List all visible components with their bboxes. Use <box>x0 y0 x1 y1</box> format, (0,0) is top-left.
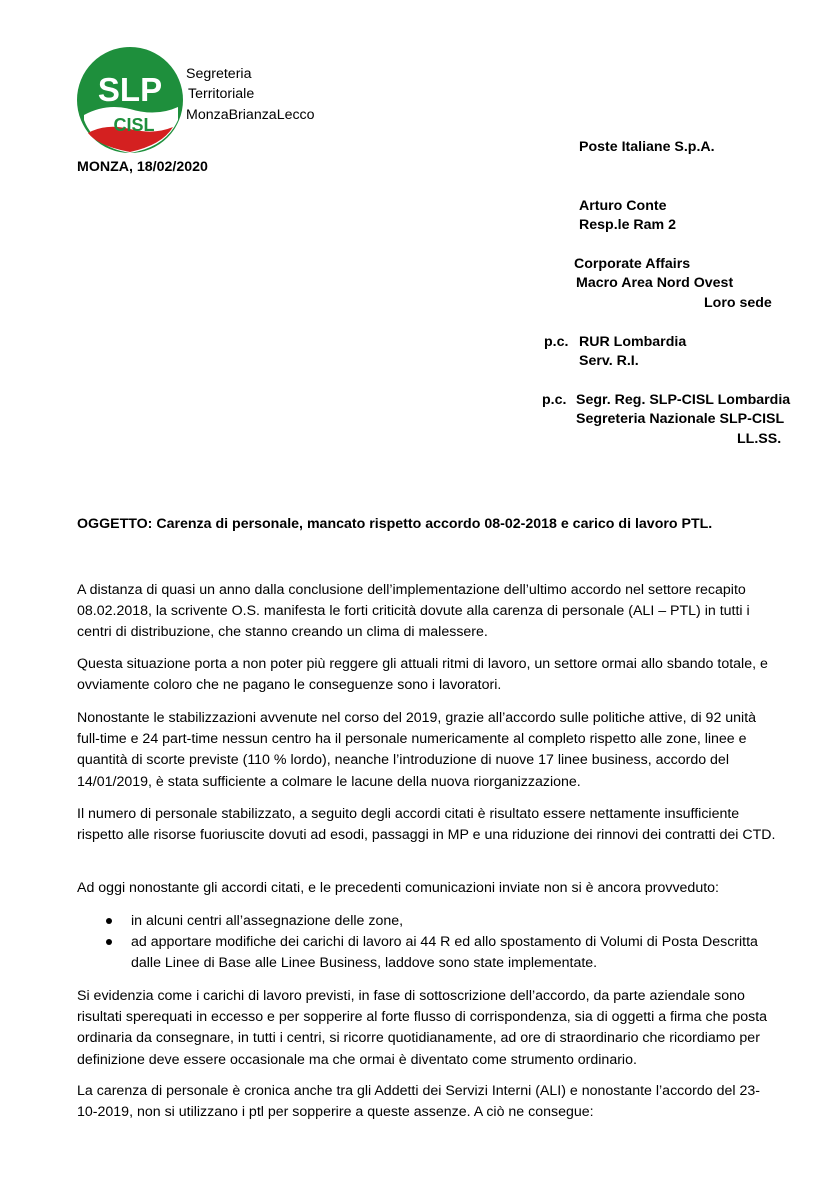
recipient-dept-1: Corporate Affairs <box>574 256 691 272</box>
paragraph-7: La carenza di personale è cronica anche tra gli Addetti dei Servizi Interni (ALI) e nonostante l’accordo del 23-10-2019, non si utilizzano i ptl per sopperire a queste assenze. A ciò ne consegue: <box>77 1083 760 1121</box>
pc2-line-2: Segreteria Nazionale SLP-CISL <box>576 411 785 427</box>
recipient-name: Arturo Conte <box>579 198 667 214</box>
recipient-role: Resp.le Ram 2 <box>579 217 676 233</box>
paragraph-6: Si evidenzia come i carichi di lavoro previsti, in fase di sottoscrizione dell’accordo, da parte aziendale sono risultati sperequati in eccesso e per sopperire al forte flusso di corrispondenza, sia di oggetti a firma che posta ordinaria da consegnare, in tutti i centri, si ricorre quotidianamente, ad ore di straordinario che ricordiamo per definizione deve essere occasionale ma che ormai è diventato come strumento ordinario. <box>77 988 768 1068</box>
logo-slp-text: SLP <box>97 71 163 108</box>
sender-line-1: Segreteria <box>186 66 252 82</box>
subject-line: OGGETTO: Carenza di personale, mancato rispetto accordo 08-02-2018 e carico di lavoro PTL. <box>77 516 713 532</box>
pc1-line-2: Serv. R.I. <box>579 353 639 369</box>
sender-line-2: Territoriale <box>188 86 255 102</box>
bullet-list <box>77 911 777 975</box>
bullet-icon <box>106 918 112 924</box>
paragraph-3: Nonostante le stabilizzazioni avvenute nel corso del 2019, grazie all’accordo sulle politiche attive, di 92 unità full-time e 24 part-time nessun centro ha il personale numericamente al completo rispetto alle zone, linee e quantità di scorte previste (110 % lordo), neanche l’introduzione di nuove 17 linee business, accordo del 14/01/2019, è stata sufficiente a colmare le lacune della nuova riorganizzazione. <box>77 710 757 790</box>
bullet-text-1: in alcuni centri all’assegnazione delle zone, <box>131 913 404 929</box>
pc2-line-1: Segr. Reg. SLP-CISL Lombardia <box>576 392 791 408</box>
recipient-company: Poste Italiane S.p.A. <box>579 139 715 155</box>
pc1-label: p.c. <box>544 334 569 350</box>
paragraph-4: Il numero di personale stabilizzato, a seguito degli accordi citati è risultato essere nettamente insufficiente rispetto alle risorse fuoriuscite dovuti ad esodi, passaggi in MP e una riduzione dei rinnovi dei contratti dei CTD. <box>77 806 776 844</box>
paragraph-5: Ad oggi nonostante gli accordi citati, e le precedenti comunicazioni inviate non si è ancora provveduto: <box>77 880 719 896</box>
bullet-text-2: ad apportare modifiche dei carichi di lavoro ai 44 R ed allo spostamento di Volumi di Posta Descritta dalle Linee di Base alle Linee Business, laddove sono state implementate. <box>131 934 758 972</box>
paragraph-1: A distanza di quasi un anno dalla conclusione dell’implementazione dell’ultimo accordo nel settore recapito 08.02.2018, la scrivente O.S. manifesta le forti criticità dovute alla carenza di personale (ALI – PTL) in tutti i centri di distribuzione, che stanno creando un clima di malessere. <box>77 582 750 641</box>
date-line: MONZA, 18/02/2020 <box>77 159 208 175</box>
logo-graphic <box>76 45 184 155</box>
list-item <box>77 932 777 974</box>
pc2-label: p.c. <box>542 392 567 408</box>
recipient-dept-2: Macro Area Nord Ovest <box>576 275 734 291</box>
paragraph-2: Questa situazione porta a non poter più reggere gli attuali ritmi di lavoro, un settore ormai allo sbando totale, e ovviamente coloro che ne pagano le conseguenze sono i lavoratori. <box>77 656 768 694</box>
bullet-icon <box>106 939 112 945</box>
list-item <box>77 911 777 932</box>
logo-cisl-text: CISL <box>113 115 155 135</box>
pc1-line-1: RUR Lombardia <box>579 334 687 350</box>
recipient-loro-sede: Loro sede <box>704 295 772 311</box>
slp-cisl-logo <box>76 45 184 155</box>
sender-line-3: MonzaBrianzaLecco <box>186 107 315 123</box>
pc2-line-3: LL.SS. <box>737 431 782 447</box>
